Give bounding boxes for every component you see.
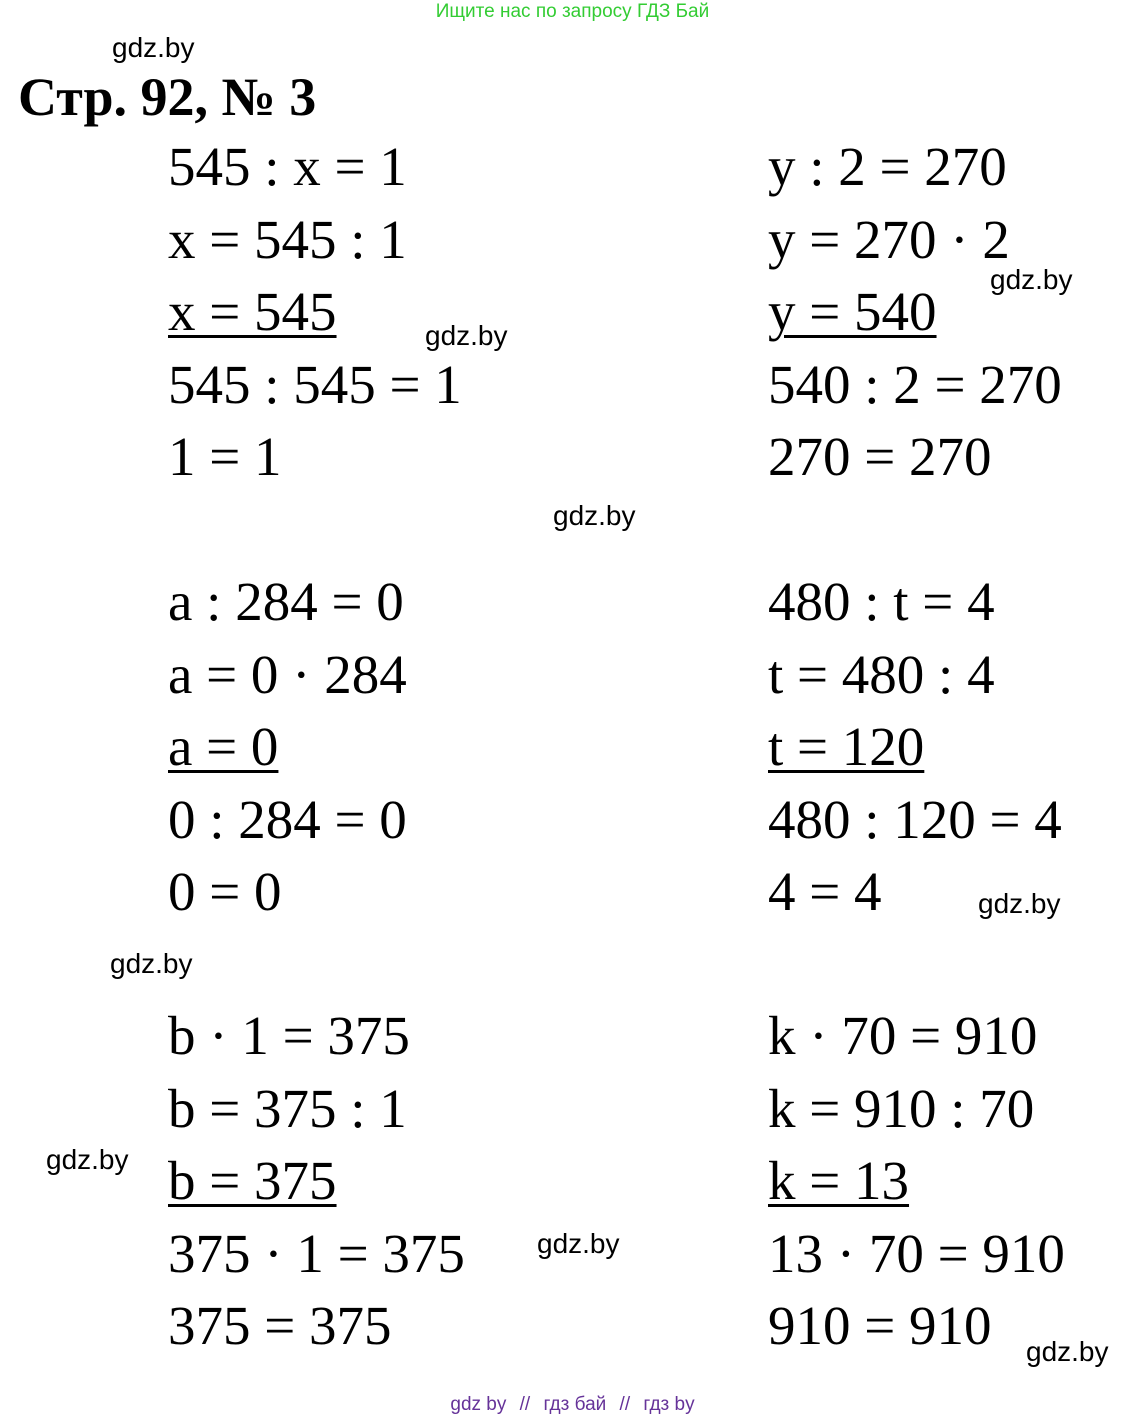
- equation-line: b = 375 : 1: [168, 1077, 407, 1139]
- equation-line: 480 : t = 4: [768, 571, 995, 632]
- answer-line: a = 0: [168, 716, 279, 777]
- equation-line: k · 70 = 910: [768, 1005, 1038, 1066]
- equation-line: x = 545 : 1: [168, 208, 407, 270]
- equation-line: k = 910 : 70: [768, 1077, 1035, 1139]
- watermark: gdz.by: [112, 32, 195, 63]
- equation-line: y = 270 · 2: [768, 208, 1010, 270]
- equation-line: b · 1 = 375: [168, 1005, 410, 1066]
- exercise-2-left: [168, 566, 407, 929]
- check-line: 375 · 1 = 375: [168, 1222, 465, 1284]
- answer-line: b = 375: [168, 1150, 337, 1211]
- page-title: Стр. 92, № 3: [18, 67, 317, 127]
- watermark: gdz.by: [990, 264, 1073, 295]
- link-separator: //: [519, 1394, 531, 1415]
- top-banner: Ищите нас по запросу ГДЗ Бай: [435, 1, 710, 22]
- watermark: gdz.by: [1026, 1336, 1109, 1367]
- answer-line: k = 13: [768, 1150, 910, 1211]
- check-result-line: 1 = 1: [168, 426, 282, 487]
- exercise-2-right: [768, 566, 1062, 929]
- check-result-line: 270 = 270: [768, 426, 992, 487]
- bottom-links: [0, 1392, 1145, 1418]
- watermark: gdz.by: [110, 948, 193, 979]
- watermark: gdz.by: [553, 500, 636, 531]
- watermark: gdz.by: [425, 320, 508, 351]
- exercise-3-right: [768, 1000, 1065, 1363]
- watermark: gdz.by: [978, 888, 1061, 919]
- bottom-link-gdz-by-cyr[interactable]: гдз by: [643, 1394, 695, 1415]
- bottom-link-gdz-bai[interactable]: гдз бай: [543, 1394, 607, 1415]
- check-result-line: 4 = 4: [768, 861, 882, 922]
- check-result-line: 0 = 0: [168, 861, 282, 922]
- check-line: 13 · 70 = 910: [768, 1222, 1065, 1284]
- equation-line: 545 : x = 1: [168, 136, 407, 197]
- exercise-3-left: [168, 1000, 465, 1363]
- link-separator: //: [619, 1394, 631, 1415]
- answer-line: x = 545: [168, 281, 337, 342]
- answer-line: t = 120: [768, 716, 925, 777]
- answer-line: y = 540: [768, 281, 937, 342]
- exercise-1-left: [168, 131, 462, 494]
- equation-line: t = 480 : 4: [768, 643, 995, 705]
- check-line: 480 : 120 = 4: [768, 788, 1062, 850]
- exercise-1-right: [768, 131, 1062, 494]
- check-result-line: 375 = 375: [168, 1295, 392, 1356]
- watermark: gdz.by: [537, 1228, 620, 1259]
- check-result-line: 910 = 910: [768, 1295, 992, 1356]
- check-line: 0 : 284 = 0: [168, 788, 407, 850]
- watermark: gdz.by: [46, 1144, 129, 1175]
- bottom-link-gdz-by[interactable]: gdz by: [450, 1394, 507, 1415]
- check-line: 540 : 2 = 270: [768, 353, 1062, 415]
- equation-line: a = 0 · 284: [168, 643, 407, 705]
- equation-line: y : 2 = 270: [768, 136, 1007, 197]
- check-line: 545 : 545 = 1: [168, 353, 462, 415]
- equation-line: a : 284 = 0: [168, 571, 404, 632]
